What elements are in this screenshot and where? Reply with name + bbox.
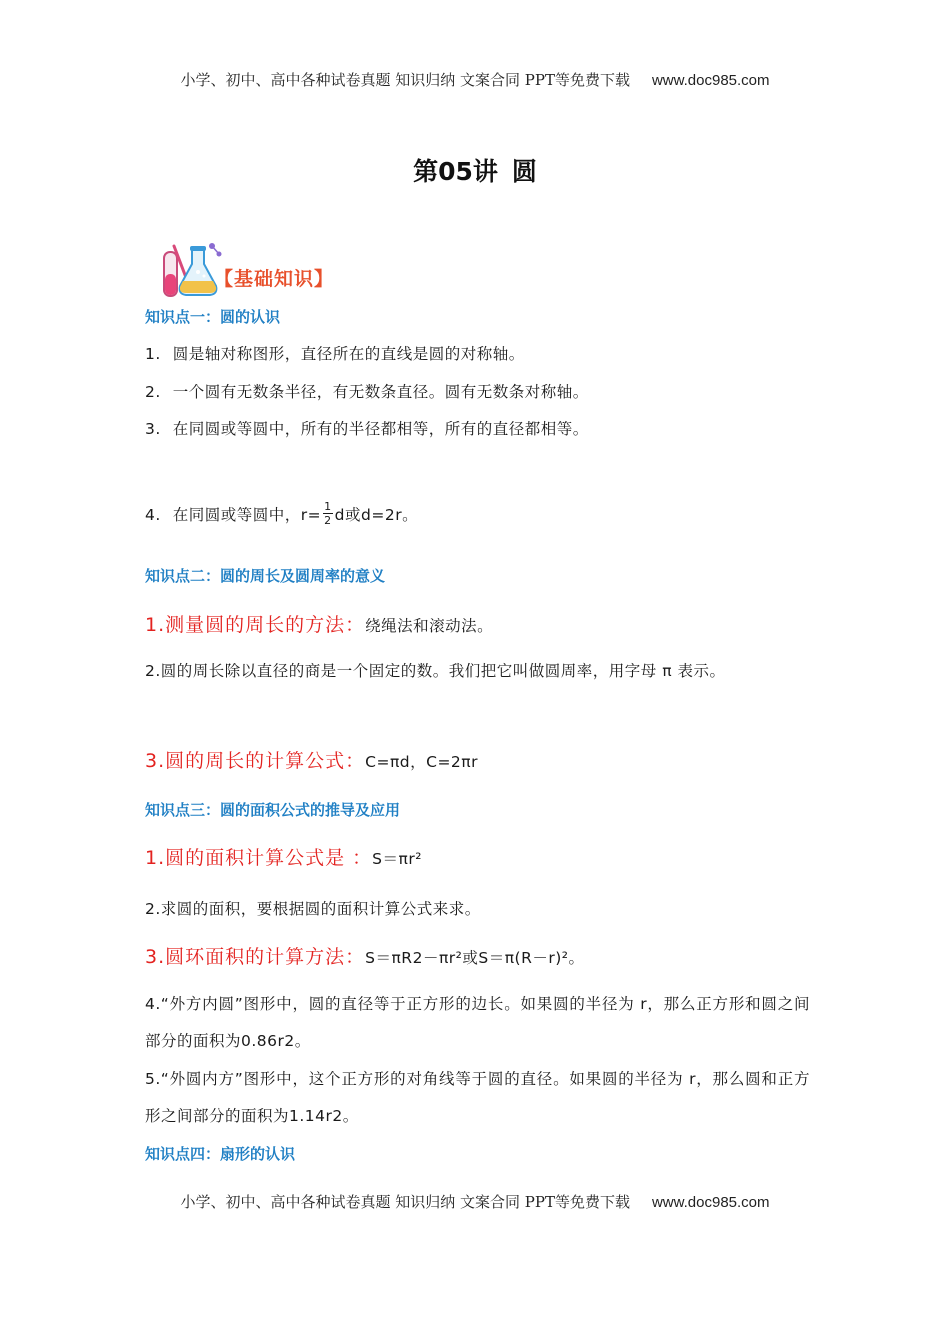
page-footer <box>0 1191 950 1212</box>
page-header <box>0 69 950 90</box>
lab-flask-icon <box>158 240 222 302</box>
fraction: $\frac{1}{2}$ <box>324 500 332 527</box>
kp3-heading: 知识点三：圆的面积公式的推导及应用 <box>145 801 401 819</box>
kp2-item-3: 3.圆的周长的计算公式：C=πd，C=2πr <box>145 750 478 772</box>
kp3-item-4: 4.“外方内圆”图形中，圆的直径等于正方形的边长。如果圆的半径为 r，那么正方形和圆之间部分的面积为0.86r2。 <box>145 995 810 1050</box>
list-item: 3. 在同圆或等圆中，所有的半径都相等，所有的直径都相等。 <box>145 420 589 438</box>
kp1-heading: 知识点一：圆的认识 <box>145 308 281 326</box>
list-item: 2. 一个圆有无数条半径，有无数条直径。圆有无数条对称轴。 <box>145 383 589 401</box>
kp4-heading: 知识点四：扇形的认识 <box>145 1145 296 1163</box>
kp2-item-1: 1.测量圆的周长的方法：绕绳法和滚动法。 <box>145 614 494 636</box>
kp2-item-2: 2.圆的周长除以直径的商是一个固定的数。我们把它叫做圆周率，用字母 π 表示。 <box>145 662 726 680</box>
list-item: 4. 在同圆或等圆中，r= $\frac{1}{2}$ d或d=2r。 <box>145 500 419 527</box>
header-site: www.doc985.com <box>651 72 770 89</box>
list-item: 1. 圆是轴对称图形，直径所在的直线是圆的对称轴。 <box>145 345 525 363</box>
kp3-item-3: 3.圆环面积的计算方法：S＝πR2－πr²或S＝π(R－r)²。 <box>145 946 585 968</box>
footer-text: 小学、初中、高中各种试卷真题 知识归纳 文案合同 PPT等免费下载 <box>180 1193 630 1211</box>
kp2-heading: 知识点二：圆的周长及圆周率的意义 <box>145 567 386 585</box>
section-label: 【基础知识】 <box>214 268 335 290</box>
kp3-item-2: 2.求圆的面积，要根据圆的面积计算公式来求。 <box>145 900 481 918</box>
page-title <box>0 152 950 188</box>
footer-site: www.doc985.com <box>651 1194 770 1211</box>
title-lecture: 第05讲 <box>413 157 498 186</box>
header-text: 小学、初中、高中各种试卷真题 知识归纳 文案合同 PPT等免费下载 <box>180 71 630 89</box>
kp3-item-1: 1.圆的面积计算公式是 ：S＝πr² <box>145 847 422 869</box>
kp3-item-5: 5.“外圆内方”图形中，这个正方形的对角线等于圆的直径。如果圆的半径为 r，那么圆和正方形之间部分的面积为1.14r2。 <box>145 1070 810 1125</box>
section-badge <box>158 240 388 302</box>
title-topic: 圆 <box>511 157 537 186</box>
